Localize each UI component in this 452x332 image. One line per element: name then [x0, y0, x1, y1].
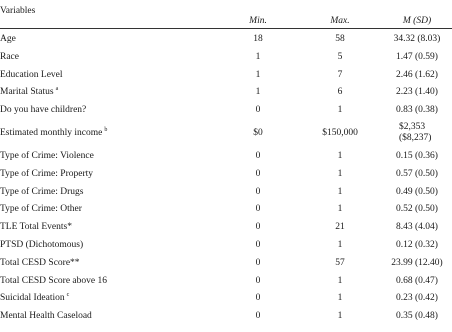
header-rule — [0, 28, 452, 29]
row-max: 57 — [335, 257, 345, 268]
header-max: Max. — [330, 16, 350, 26]
row-mean-sd: 1.47 (0.59) — [396, 51, 438, 62]
row-mean-sd: 34.32 (8.03) — [393, 34, 441, 44]
row-label — [0, 204, 82, 214]
footnote-marker: c — [66, 292, 70, 299]
row-label-text: Age — [0, 34, 16, 44]
row-label — [0, 240, 83, 250]
row-label — [0, 311, 92, 321]
row-min: 0 — [255, 222, 261, 233]
table-row — [0, 307, 452, 325]
row-min: 0 — [255, 257, 261, 268]
table-row — [0, 66, 452, 84]
row-max: 1 — [337, 150, 343, 161]
row-min: 0 — [255, 168, 261, 179]
row-min: $0 — [253, 127, 263, 138]
row-label — [0, 52, 19, 62]
row-label-text: Type of Crime: Violence — [0, 150, 94, 161]
row-label — [0, 128, 107, 138]
row-max: 1 — [337, 275, 343, 286]
row-label-text: Marital Status — [0, 87, 54, 98]
row-max: $150,000 — [322, 127, 358, 138]
row-mean-sd: 23.99 (12.40) — [391, 257, 443, 268]
row-min: 0 — [255, 311, 261, 322]
row-label — [0, 222, 72, 232]
table-row — [0, 165, 452, 183]
row-min: 0 — [255, 105, 261, 116]
row-mean-sd: 0.83 (0.38) — [396, 105, 438, 116]
row-label — [0, 34, 16, 44]
row-max: 7 — [337, 69, 343, 80]
row-max: 1 — [337, 239, 343, 250]
table-row — [0, 30, 452, 48]
row-mean-sd: 0.23 (0.42) — [396, 293, 438, 304]
row-label-text: Suicidal Ideation — [0, 293, 65, 304]
row-label-text: Estimated monthly income — [0, 127, 103, 138]
row-min: 1 — [255, 69, 261, 80]
row-label — [0, 276, 107, 286]
row-min: 18 — [253, 34, 263, 44]
row-max: 6 — [337, 87, 343, 98]
table-row — [0, 236, 452, 254]
table-row — [0, 48, 452, 66]
table-header — [0, 0, 452, 30]
row-max: 1 — [337, 293, 343, 304]
row-label-text: PTSD (Dichotomous) — [0, 239, 84, 250]
row-label-text: Do you have children? — [0, 105, 87, 116]
row-label-text: Type of Crime: Drugs — [0, 186, 84, 197]
row-max: 58 — [335, 34, 345, 44]
row-max: 1 — [337, 311, 343, 322]
row-label — [0, 70, 63, 80]
row-label — [0, 187, 84, 197]
row-mean-sd: $2,353 ($8,237) — [399, 121, 432, 143]
row-label-text: Race — [0, 51, 19, 62]
row-mean-sd: 0.68 (0.47) — [396, 275, 438, 286]
row-label-text: Type of Crime: Other — [0, 204, 82, 215]
table-row — [0, 218, 452, 236]
table-row — [0, 119, 452, 147]
footnote-marker: b — [104, 126, 108, 133]
row-max: 1 — [337, 168, 343, 179]
row-max: 1 — [337, 105, 343, 116]
row-label-text: Type of Crime: Property — [0, 168, 93, 179]
row-mean-sd: 8.43 (4.04) — [396, 222, 438, 233]
table-row — [0, 254, 452, 272]
header-mean-sd: M (SD) — [402, 16, 432, 26]
table-row — [0, 289, 452, 307]
row-mean-sd: 0.57 (0.50) — [396, 168, 438, 179]
row-min: 0 — [255, 275, 261, 286]
row-label-text: Mental Health Caseload — [0, 311, 92, 322]
row-label — [0, 151, 94, 161]
header-variables: Variables — [0, 6, 36, 16]
row-mean-sd: 0.15 (0.36) — [396, 150, 438, 161]
row-max: 1 — [337, 204, 343, 215]
table-row — [0, 200, 452, 218]
row-label-text: Total CESD Score above 16 — [0, 275, 107, 286]
table-body — [0, 30, 452, 325]
row-label-text: Total CESD Score** — [0, 257, 80, 268]
row-mean-sd: 0.49 (0.50) — [396, 186, 438, 197]
row-min: 0 — [255, 204, 261, 215]
row-label — [0, 105, 86, 115]
row-mean-sd: 0.12 (0.32) — [396, 239, 438, 250]
table-row — [0, 83, 452, 101]
row-min: 1 — [255, 87, 261, 98]
row-min: 0 — [255, 150, 261, 161]
row-mean-sd: 0.52 (0.50) — [396, 204, 438, 215]
table-row — [0, 101, 452, 119]
row-max: 21 — [335, 222, 345, 233]
row-min: 0 — [255, 293, 261, 304]
row-label — [0, 293, 69, 303]
table-row — [0, 272, 452, 290]
header-min: Min. — [249, 16, 267, 26]
row-mean-sd: 2.23 (1.40) — [396, 87, 438, 98]
table-row — [0, 183, 452, 201]
row-label-text: Education Level — [0, 69, 63, 80]
row-label — [0, 87, 58, 97]
row-mean-sd: 0.35 (0.48) — [396, 311, 438, 322]
row-mean-sd: 2.46 (1.62) — [396, 69, 438, 80]
row-max: 5 — [337, 51, 343, 62]
row-label — [0, 169, 93, 179]
row-min: 1 — [255, 51, 261, 62]
footnote-marker: a — [55, 86, 59, 93]
table-row — [0, 147, 452, 165]
row-label-text: TLE Total Events* — [0, 222, 72, 233]
row-max: 1 — [337, 186, 343, 197]
row-label — [0, 258, 80, 268]
row-min: 0 — [255, 186, 261, 197]
row-min: 0 — [255, 239, 261, 250]
